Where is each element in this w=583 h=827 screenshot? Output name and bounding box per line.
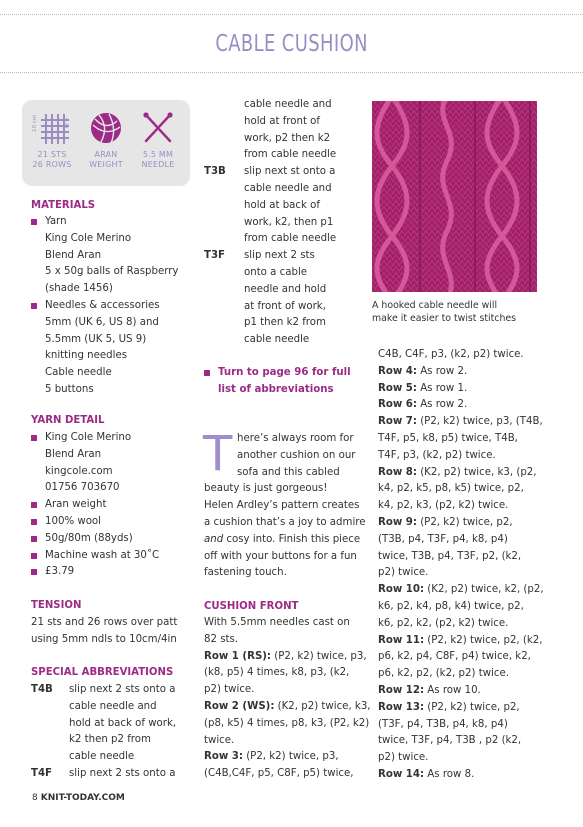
abbr-desc-line: hold at front of [244, 115, 320, 127]
abbr-t3f [204, 248, 364, 349]
abbr-desc-line: cable needle and [69, 700, 157, 712]
materials-needles-bullet: Needles & accessories [31, 298, 201, 315]
intro-text [203, 426, 372, 582]
row-line: C4B, C4F, p3, (k2, p2) twice. [378, 349, 524, 360]
abbr-desc-line: at front of work, [244, 300, 326, 312]
abbreviations-link[interactable]: Turn to page 96 for full [204, 365, 369, 382]
pattern-row [378, 700, 568, 717]
abbr-desc-line: slip next 2 sts onto a [69, 767, 176, 779]
materials-needles-line: 5.5mm (UK 5, US 9) [45, 333, 147, 345]
abbr-desc-line: work, k2, then p1 [244, 216, 334, 228]
abbr-t4b [31, 682, 206, 766]
materials-yarn-line: King Cole Merino [45, 232, 132, 244]
materials-yarn-line: Blend Aran [45, 249, 102, 261]
row-text: (P2, k2) twice, p2, [424, 701, 520, 713]
abbr-key: T4F [31, 767, 52, 779]
abbr-desc-line: slip next 2 sts [244, 250, 315, 262]
yarn-weight-info [80, 112, 132, 169]
gauge-info [26, 112, 78, 169]
row-label: Row 8: [378, 466, 417, 478]
pattern-row [378, 364, 568, 381]
abbr-desc-line: p1 then k2 from [244, 317, 326, 329]
pattern-row [378, 397, 568, 414]
pattern-row [378, 633, 568, 650]
abbr-key: T4B [31, 684, 53, 695]
row-label: Row 7: [378, 416, 417, 428]
abbr-desc-line: cable needle [69, 751, 135, 763]
row-text: As row 10. [424, 684, 481, 696]
row-text: (P2, k2) twice, p3, [271, 650, 367, 662]
abbr-key: T3F [204, 250, 225, 262]
pattern-row [378, 515, 568, 532]
title-dotted-rule [0, 72, 583, 73]
abbr-t4f [31, 766, 206, 783]
yarn-detail-line: 01756 703670 [45, 482, 120, 494]
abbr-desc-line: work, p2 then k2 [244, 132, 331, 144]
intro-dropcap: T [203, 426, 233, 482]
pattern-row [378, 683, 568, 700]
needle-line1: 5.5 MM [142, 150, 174, 159]
abbr-desc-line: hold at back of [244, 199, 320, 211]
yarn-detail-bullet: 100% wool [31, 514, 201, 531]
cushion-front-heading: CUSHION FRONT [204, 599, 299, 612]
row-text: As row 2. [416, 399, 468, 411]
intro-line [204, 532, 372, 549]
row-label: Row 6: [378, 399, 417, 411]
gauge-caption [26, 150, 78, 169]
row-line: k6, p2, k4, p8, k4) twice, p2, [378, 600, 524, 612]
caption-line: make it easier to twist stitches [372, 313, 517, 324]
top-dotted-rule [0, 14, 583, 15]
materials-needles-line: Cable needle [45, 367, 112, 379]
row-line: k6, p2, k2, (p2, k2) twice. [378, 617, 509, 629]
pattern-row [378, 414, 568, 431]
intro-line: sofa and this cabled [237, 466, 340, 478]
tension-heading: TENSION [31, 598, 82, 611]
abbr-desc-line: cable needle and [244, 99, 332, 110]
caption-line: A hooked cable needle will [372, 300, 498, 311]
row-text: (K2, p2) twice, k3, [274, 700, 371, 712]
special-abbreviations-heading: SPECIAL ABBREVIATIONS [31, 665, 174, 678]
front-line: With 5.5mm needles cast on [204, 617, 350, 628]
yarn-detail-line: kingcole.com [45, 465, 113, 477]
yarn-detail-bullet: 50g/80m (88yds) [31, 531, 201, 548]
tension-line: using 5mm ndls to 10cm/4in [31, 633, 177, 645]
intro-line: Helen Ardley’s pattern creates [204, 500, 360, 512]
row-line: p2) twice. [204, 684, 255, 696]
row-line: T4F, p3, (k2, p2) twice. [378, 449, 496, 461]
pattern-row [378, 767, 568, 784]
abbreviations-pointer [204, 365, 369, 399]
yarn-detail-bullet: £3.79 [31, 564, 201, 581]
gauge-width-label: 4 in [63, 118, 69, 129]
row-text: As row 1. [416, 382, 468, 394]
materials-list [31, 214, 201, 399]
row-label: Row 5: [378, 382, 417, 394]
row-line: k4, p2, k5, p8, k5) twice, p2, [378, 483, 524, 495]
abbr-desc-line: k2 then p2 from [69, 734, 151, 746]
row-label: Row 12: [378, 684, 425, 696]
yarn-detail-line: Blend Aran [45, 448, 102, 460]
yarn-weight-line2: WEIGHT [89, 159, 123, 169]
row-line: p6, k2, p4, C8F, p4) twice, k2, [378, 651, 531, 663]
abbreviations-continued [204, 97, 364, 349]
yarn-detail-bullet: Aran weight [31, 497, 201, 514]
abbr-desc-line: from cable needle [244, 149, 337, 161]
abbr-desc-line: slip next 2 sts onto a [69, 684, 176, 695]
intro-line: here’s always room for [237, 433, 354, 444]
row-label: Row 3: [204, 751, 243, 763]
yarn-detail-heading: YARN DETAIL [31, 413, 105, 426]
materials-needles-line: 5 buttons [45, 383, 94, 395]
tension-line: 21 sts and 26 rows over patt [31, 617, 178, 628]
intro-line: off with your buttons for a fun [204, 550, 357, 562]
row-label: Row 11: [378, 634, 425, 646]
row-line: twice, T3B, p4, T3F, p2, (k2, [378, 550, 522, 562]
row-label: Row 4: [378, 365, 417, 377]
abbr-desc-line: cable needle [244, 334, 310, 346]
materials-yarn-line: 5 x 50g balls of Raspberry [45, 266, 179, 278]
abbr-t3b [204, 164, 364, 248]
materials-needles-line: 5mm (UK 6, US 8) and [45, 316, 159, 328]
materials-yarn-bullet: Yarn [31, 214, 201, 231]
footer [32, 790, 125, 807]
gauge-height-label: 10 cm [32, 114, 38, 132]
pattern-rows [378, 347, 568, 784]
row-line: twice, T3F, p4, T3B , p2 (k2, [378, 735, 522, 747]
row-line: (p8, k5) 4 times, p8, k3, (P2, k2) [204, 717, 370, 729]
row-line: p2) twice. [378, 752, 429, 764]
yarn-detail-list [31, 430, 201, 581]
row-line: twice. [204, 734, 235, 746]
intro-line: fastening touch. [204, 567, 287, 579]
abbr-desc-line: hold at back of work, [69, 717, 177, 729]
intro-line: a cushion that’s a joy to admire [204, 516, 366, 528]
abbr-key: T3B [204, 166, 226, 178]
pattern-row [378, 582, 568, 599]
row-text: (K2, p2) twice, k3, (p2, [416, 466, 537, 478]
special-abbreviations [31, 682, 206, 783]
row-line: p6, k2, p2, (k2, p2) twice. [378, 668, 509, 680]
intro-line: another cushion on our [237, 449, 356, 461]
pattern-row [378, 465, 568, 482]
cushion-front-instructions [204, 615, 372, 783]
site-name: KNIT-TODAY.COM [40, 793, 125, 803]
info-box [22, 100, 190, 186]
row-text: (K2, p2) twice, k2, (p2, [424, 584, 544, 596]
abbr-desc-line: from cable needle [244, 233, 337, 245]
row-label: Row 2 (WS): [204, 700, 275, 712]
needle-line2: NEEDLE [141, 159, 175, 169]
abbreviations-link-line2[interactable]: list of abbreviations [218, 383, 334, 395]
tension-text [31, 615, 206, 649]
front-line: 82 sts. [204, 633, 239, 645]
page-title: CABLE CUSHION [215, 31, 368, 57]
row-label: Row 1 (RS): [204, 650, 272, 662]
pattern-row [378, 381, 568, 398]
row-line: (T3F, p4, T3B, p4, k8, p4) [378, 718, 508, 730]
abbr-desc-line: onto a cable [244, 266, 308, 278]
photo-caption [372, 299, 516, 325]
intro-line-rest: cosy into. Finish this piece [223, 533, 361, 545]
knitting-needles-icon [132, 112, 184, 144]
intro-line: beauty is just gorgeous! [204, 483, 328, 495]
materials-heading: MATERIALS [31, 198, 96, 211]
row-line: p2) twice. [378, 567, 429, 579]
row-text: (P2, k2) twice, p3, (T4B, [416, 416, 543, 428]
row-text: As row 2. [416, 365, 468, 377]
row-text: As row 8. [424, 768, 475, 780]
row-line: T4F, p5, k8, p5) twice, T4B, [378, 432, 518, 444]
row-label: Row 14: [378, 768, 425, 780]
row-3 [204, 749, 372, 766]
materials-yarn-line: (shade 1456) [45, 283, 113, 295]
row-line: k4, p2, k3, (p2, k2) twice. [378, 500, 509, 512]
page-number: 8 [32, 793, 38, 803]
row-text: (P2, k2) twice, p3, [242, 751, 339, 763]
yarn-detail-bullet: Machine wash at 30˚C [31, 548, 201, 565]
cable-knit-photo [372, 101, 537, 292]
yarn-ball-icon [80, 112, 132, 144]
row-2 [204, 699, 372, 716]
abbr-desc-line: needle and hold [244, 283, 327, 295]
materials-needles-line: knitting needles [45, 350, 128, 362]
gauge-rows: 26 ROWS [32, 159, 72, 169]
row-label: Row 13: [378, 701, 425, 713]
abbr-desc-line: cable needle and [244, 182, 332, 194]
row-label: Row 10: [378, 584, 425, 596]
abbr-desc-line: slip next st onto a [244, 166, 336, 178]
needle-info [132, 112, 184, 169]
row-text: (P2, k2) twice, p2, [416, 516, 513, 528]
row-line: (C4B,C4F, p5, C8F, p5) twice, [204, 768, 354, 780]
yarn-weight-caption [80, 150, 132, 169]
row-label: Row 9: [378, 516, 417, 528]
row-line: (T3B, p4, T3F, p4, k8, p4) [378, 533, 508, 545]
intro-emphasis: and [204, 533, 224, 545]
gauge-stitches: 21 STS [37, 150, 67, 159]
row-1 [204, 649, 372, 666]
row-line: (k8, p5) 4 times, k8, p3, (k2, [204, 667, 350, 679]
yarn-weight-line1: ARAN [94, 150, 118, 159]
yarn-detail-bullet: King Cole Merino [31, 430, 201, 447]
row-text: (P2, k2) twice, p2, (k2, [424, 634, 543, 646]
needle-caption [132, 150, 184, 169]
